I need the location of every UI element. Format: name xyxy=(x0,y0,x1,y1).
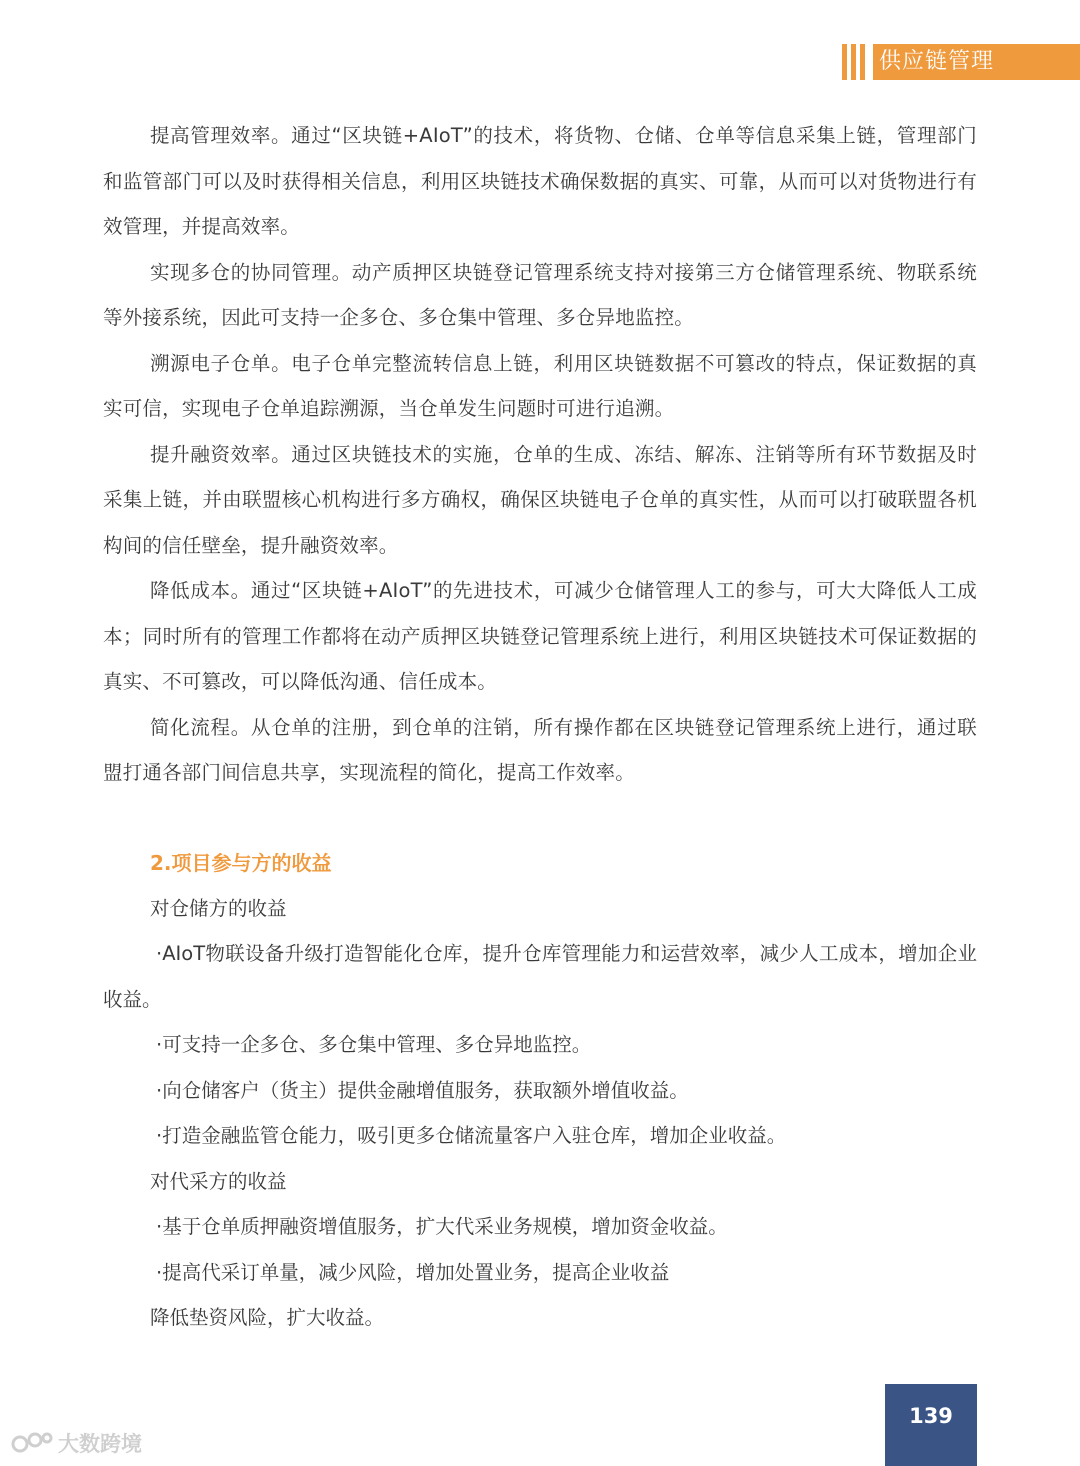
benefit-bullet: ·打造金融监管仓能力，吸引更多仓储流量客户入驻仓库，增加企业收益。 xyxy=(156,1124,787,1147)
closing-line: 降低垫资风险，扩大收益。 xyxy=(150,1306,385,1329)
paragraph: 实现多仓的协同管理。动产质押区块链登记管理系统支持对接第三方仓储管理系统、物联系统等外接系统，因此可支持一企多仓、多仓集中管理、多仓异地监控。 xyxy=(103,260,977,329)
benefit-bullet: ·AIoT物联设备升级打造智能化仓库，提升仓库管理能力和运营效率，减少人工成本，增加企业收益。 xyxy=(103,942,977,1011)
benefit-bullet: ·向仓储客户（货主）提供金融增值服务，获取额外增值收益。 xyxy=(156,1078,689,1102)
page-body xyxy=(103,113,977,1341)
section-heading: 2.项目参与方的收益 xyxy=(150,850,332,875)
benefit-bullet: ·提高代采订单量，减少风险，增加处置业务，提高企业收益 xyxy=(156,1260,670,1284)
header-stripe xyxy=(842,44,847,80)
paragraph: 溯源电子仓单。电子仓单完整流转信息上链，利用区块链数据不可篡改的特点，保证数据的真实可信，实现电子仓单追踪溯源，当仓单发生问题时可进行追溯。 xyxy=(103,351,977,420)
paragraph: 简化流程。从仓单的注册，到仓单的注销，所有操作都在区块链登记管理系统上进行，通过联盟打通各部门间信息共享，实现流程的简化，提高工作效率。 xyxy=(103,715,977,784)
benefit-bullet: ·可支持一企多仓、多仓集中管理、多仓异地监控。 xyxy=(156,1033,592,1056)
watermark xyxy=(10,1428,142,1458)
paragraph: 提升融资效率。通过区块链技术的实施，仓单的生成、冻结、解冻、注销等所有环节数据及时采集上链，并由联盟核心机构进行多方确权，确保区块链电子仓单的真实性，从而可以打破联盟各机构间的信任壁垒，提升融资效率。 xyxy=(103,442,977,557)
section-header-tab xyxy=(842,44,1080,80)
benefit-group-title: 对仓储方的收益 xyxy=(150,896,287,920)
benefit-group-title: 对代采方的收益 xyxy=(150,1169,287,1193)
watermark-text: 大数跨境 xyxy=(58,1432,142,1456)
paragraph: 降低成本。通过“区块链+AIoT”的先进技术，可减少仓储管理人工的参与，可大大降低人工成本；同时所有的管理工作都将在动产质押区块链登记管理系统上进行，利用区块链技术可保证数据的真实、不可篡改，可以降低沟通、信任成本。 xyxy=(103,579,977,693)
header-stripe xyxy=(851,44,856,80)
watermark-logo-icon xyxy=(10,1428,54,1458)
section-title: 供应链管理 xyxy=(873,44,1080,80)
benefit-bullet: ·基于仓单质押融资增值服务，扩大代采业务规模，增加资金收益。 xyxy=(156,1215,728,1238)
page-number: 139 xyxy=(885,1384,977,1466)
paragraph: 提高管理效率。通过“区块链+AIoT”的技术，将货物、仓储、仓单等信息采集上链，管理部门和监管部门可以及时获得相关信息，利用区块链技术确保数据的真实、可靠，从而可以对货物进行有效管理，并提高效率。 xyxy=(103,124,977,238)
header-stripe xyxy=(860,44,865,80)
